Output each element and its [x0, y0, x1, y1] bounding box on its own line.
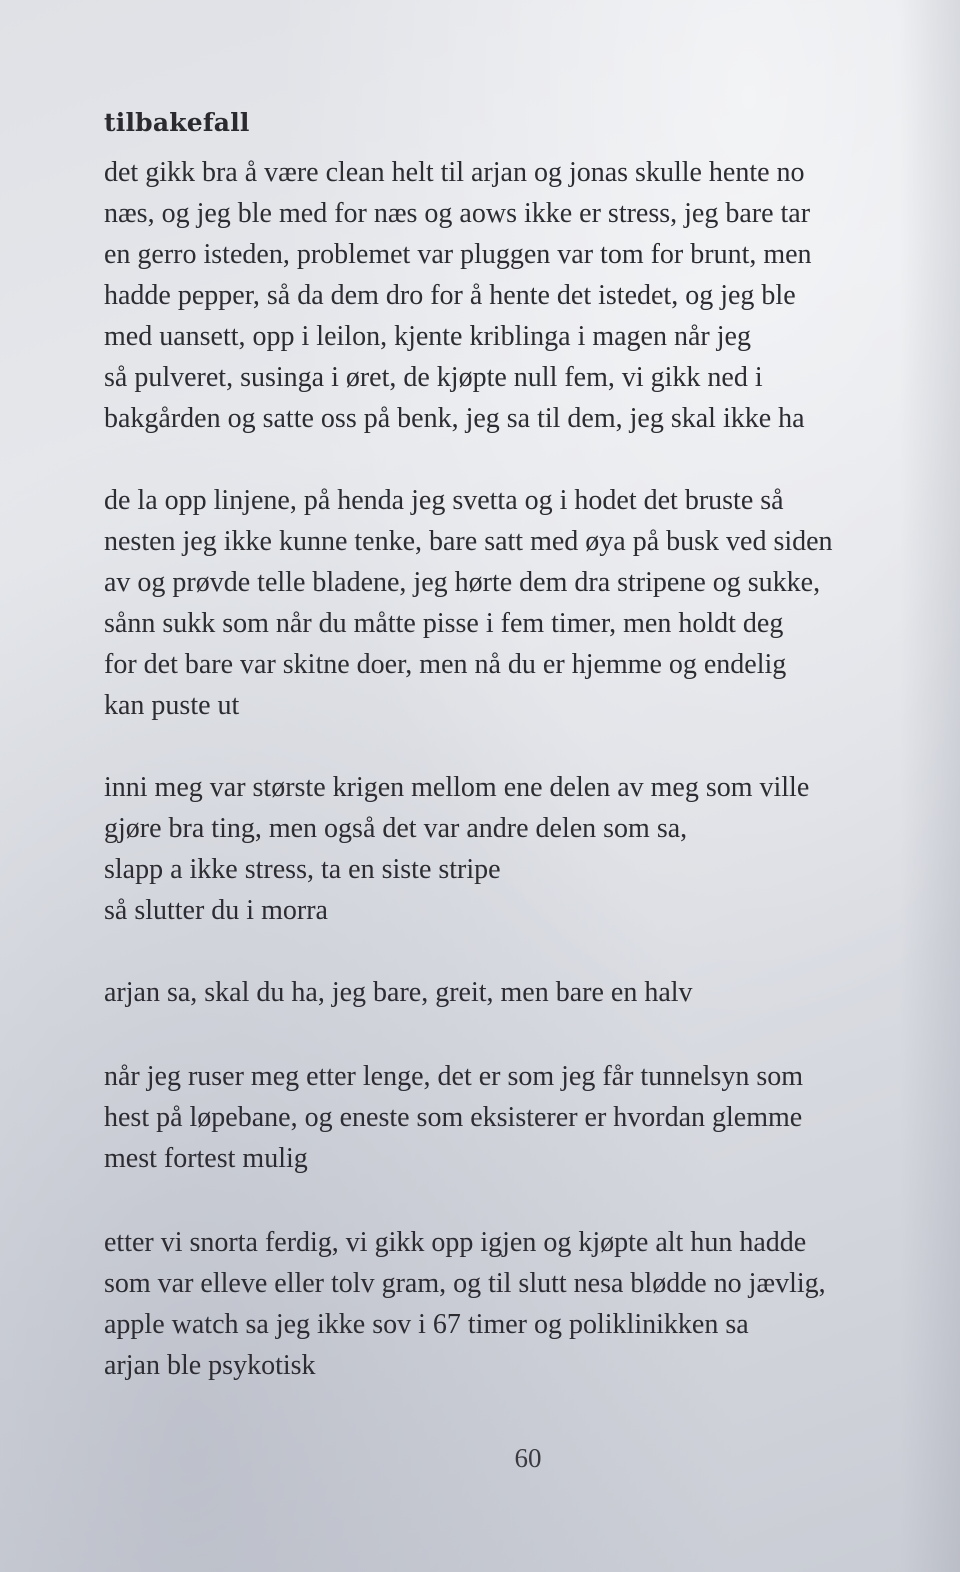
- poem-line: når jeg ruser meg etter lenge, det er som jeg får tunnelsyn som: [104, 1061, 803, 1092]
- poem-line: bakgården og satte oss på benk, jeg sa til dem, jeg skal ikke ha: [104, 403, 805, 434]
- poem-line: så pulveret, susinga i øret, de kjøpte null fem, vi gikk ned i: [104, 362, 763, 393]
- stanza-5: [104, 1056, 803, 1179]
- poem-line: næs, og jeg ble med for næs og aows ikke er stress, jeg bare tar: [104, 198, 811, 229]
- poem-line: kan puste ut: [104, 690, 240, 721]
- poem-line: sånn sukk som når du måtte pisse i fem timer, men holdt deg: [104, 608, 784, 639]
- stanza-4: [104, 972, 693, 1013]
- poem-line: med uansett, opp i leilon, kjente kriblinga i magen når jeg: [104, 321, 751, 352]
- poem-line: arjan ble psykotisk: [104, 1350, 316, 1381]
- poem-line: det gikk bra å være clean helt til arjan og jonas skulle hente no: [104, 157, 805, 188]
- stanza-2: [104, 480, 833, 726]
- poem-line: inni meg var største krigen mellom ene delen av meg som ville: [104, 772, 810, 803]
- poem-line: hadde pepper, så da dem dro for å hente det istedet, og jeg ble: [104, 280, 796, 311]
- poem-line: slapp a ikke stress, ta en siste stripe: [104, 854, 501, 885]
- poem-line: så slutter du i morra: [104, 895, 328, 926]
- page-number: 60: [514, 1443, 542, 1473]
- poem-title: tilbakefall: [104, 108, 250, 137]
- poem-line: en gerro isteden, problemet var pluggen var tom for brunt, men: [104, 239, 812, 270]
- poem-line: gjøre bra ting, men også det var andre delen som sa,: [104, 813, 688, 844]
- poem-line: apple watch sa jeg ikke sov i 67 timer og poliklinikken sa: [104, 1309, 749, 1340]
- poem-line: hest på løpebane, og eneste som eksisterer er hvordan glemme: [104, 1102, 803, 1133]
- poem-line: for det bare var skitne doer, men nå du er hjemme og endelig: [104, 649, 787, 680]
- poem-line: som var elleve eller tolv gram, og til slutt nesa blødde no jævlig,: [104, 1268, 826, 1299]
- poem-line: de la opp linjene, på henda jeg svetta og i hodet det bruste så: [104, 485, 784, 516]
- stanza-1: [104, 152, 812, 439]
- stanza-3: [104, 767, 809, 931]
- poem-line: etter vi snorta ferdig, vi gikk opp igjen og kjøpte alt hun hadde: [104, 1227, 807, 1258]
- poem-line: arjan sa, skal du ha, jeg bare, greit, men bare en halv: [104, 977, 693, 1008]
- stanza-6: [104, 1222, 826, 1386]
- poem-line: av og prøvde telle bladene, jeg hørte dem dra stripene og sukke,: [104, 567, 821, 598]
- poem-line: nesten jeg ikke kunne tenke, bare satt med øya på busk ved siden: [104, 526, 833, 557]
- poem-line: mest fortest mulig: [104, 1143, 308, 1174]
